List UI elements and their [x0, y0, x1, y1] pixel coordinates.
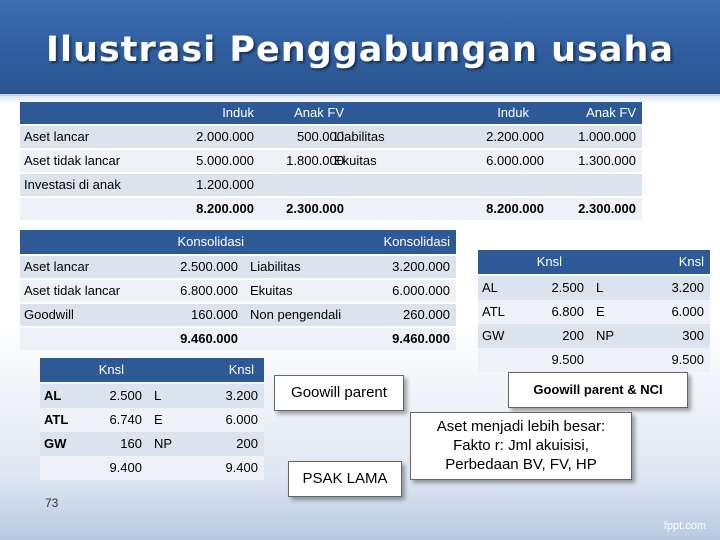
row-label: AL: [44, 388, 62, 403]
note-line: Aset menjadi lebih besar:: [436, 418, 606, 435]
row-value: 1.300.000: [578, 153, 636, 168]
row-label: NP: [596, 328, 615, 343]
row-value: 1.000.000: [578, 129, 636, 144]
row-value: 6.000: [671, 304, 704, 319]
row-value: 2.500: [109, 388, 142, 403]
row-value: 6.000.000: [392, 283, 450, 298]
row-label: Aset tidak lancar: [24, 283, 121, 298]
row-value: 3.200: [225, 388, 258, 403]
row-value: 200: [562, 328, 584, 343]
header-anak-fv-2: Anak FV: [535, 102, 642, 124]
total-value: 9.400: [109, 460, 142, 475]
row-value: 6.740: [109, 412, 142, 427]
slide-number: 73: [45, 496, 59, 510]
total-value: 2.300.000: [286, 201, 344, 216]
note-line: Fakto r: Jml akuisisi,: [453, 437, 589, 454]
row-label: Ekuitas: [334, 153, 377, 168]
row-label: Liabilitas: [250, 259, 301, 274]
row-label: GW: [44, 436, 67, 451]
total-value: 8.200.000: [196, 201, 254, 216]
header-knsl-2: Knsl: [588, 251, 710, 273]
total-value: 2.300.000: [578, 201, 636, 216]
psak-lama-text: PSAK LAMA: [302, 470, 388, 487]
row-value: 1.200.000: [196, 177, 254, 192]
row-value: 2.500: [551, 280, 584, 295]
row-label: Aset tidak lancar: [24, 153, 121, 168]
goodwill-parent-box: [274, 375, 404, 411]
row-value: 3.200.000: [392, 259, 450, 274]
header-konsolidasi: Konsolidasi: [120, 231, 250, 253]
table-induk-anak: [20, 102, 642, 220]
row-label: E: [596, 304, 605, 319]
row-label: Ekuitas: [250, 283, 293, 298]
row-value: 2.000.000: [196, 129, 254, 144]
row-label: Goodwill: [24, 307, 74, 322]
row-label: L: [154, 388, 162, 403]
goodwill-parent-text: Goowill parent: [291, 384, 387, 401]
row-label: ATL: [482, 304, 505, 319]
row-value: 500.000: [297, 129, 344, 144]
row-value: 6.800.000: [180, 283, 238, 298]
header-induk-2: Induk: [430, 102, 535, 124]
note-box: [410, 412, 632, 480]
total-value: 8.200.000: [486, 201, 544, 216]
row-value: 2.200.000: [486, 129, 544, 144]
row-value: 160: [120, 436, 142, 451]
total-value: 9.460.000: [180, 331, 238, 346]
note-line: Perbedaan BV, FV, HP: [445, 456, 597, 473]
row-value: 6.800: [551, 304, 584, 319]
header-knsl-2: Knsl: [150, 359, 260, 381]
row-value: 6.000: [225, 412, 258, 427]
header-anak-fv: Anak FV: [260, 102, 350, 124]
total-value: 9.500: [551, 352, 584, 367]
row-value: 260.000: [403, 307, 450, 322]
row-label: GW: [482, 328, 505, 343]
header-konsolidasi-2: Konsolidasi: [310, 231, 456, 253]
row-value: 3.200: [671, 280, 704, 295]
row-label: NP: [154, 436, 173, 451]
header-knsl: Knsl: [40, 359, 130, 381]
row-label: Aset lancar: [24, 259, 90, 274]
goodwill-parent-nci-box: [508, 372, 688, 408]
total-value: 9.400: [225, 460, 258, 475]
row-label: E: [154, 412, 163, 427]
row-label: L: [596, 280, 604, 295]
total-value: 9.460.000: [392, 331, 450, 346]
slide-title: Ilustrasi Penggabungan usaha: [46, 30, 674, 70]
row-label: Investasi di anak: [24, 177, 121, 192]
table-konsolidasi: [20, 230, 456, 355]
row-value: 200: [236, 436, 258, 451]
row-value: 5.000.000: [196, 153, 254, 168]
row-value: 2.500.000: [180, 259, 238, 274]
row-value: 300: [682, 328, 704, 343]
goodwill-parent-nci-text: Goowill parent & NCI: [533, 382, 663, 397]
row-value: 6.000.000: [486, 153, 544, 168]
row-label: Aset lancar: [24, 129, 90, 144]
row-label: Liabilitas: [334, 129, 385, 144]
row-value: 160.000: [191, 307, 238, 322]
row-label: ATL: [44, 412, 69, 427]
table-knsl-left: [40, 358, 264, 480]
psak-lama-box: [288, 461, 402, 497]
row-label: Non pengendali: [250, 307, 342, 322]
header-induk: Induk: [150, 102, 260, 124]
footer-brand: fppt.com: [663, 520, 706, 532]
header-knsl: Knsl: [478, 251, 568, 273]
table-knsl-right: [478, 250, 710, 372]
total-value: 9.500: [671, 352, 704, 367]
row-label: AL: [482, 280, 498, 295]
row-value: 1.800.000: [286, 153, 344, 168]
